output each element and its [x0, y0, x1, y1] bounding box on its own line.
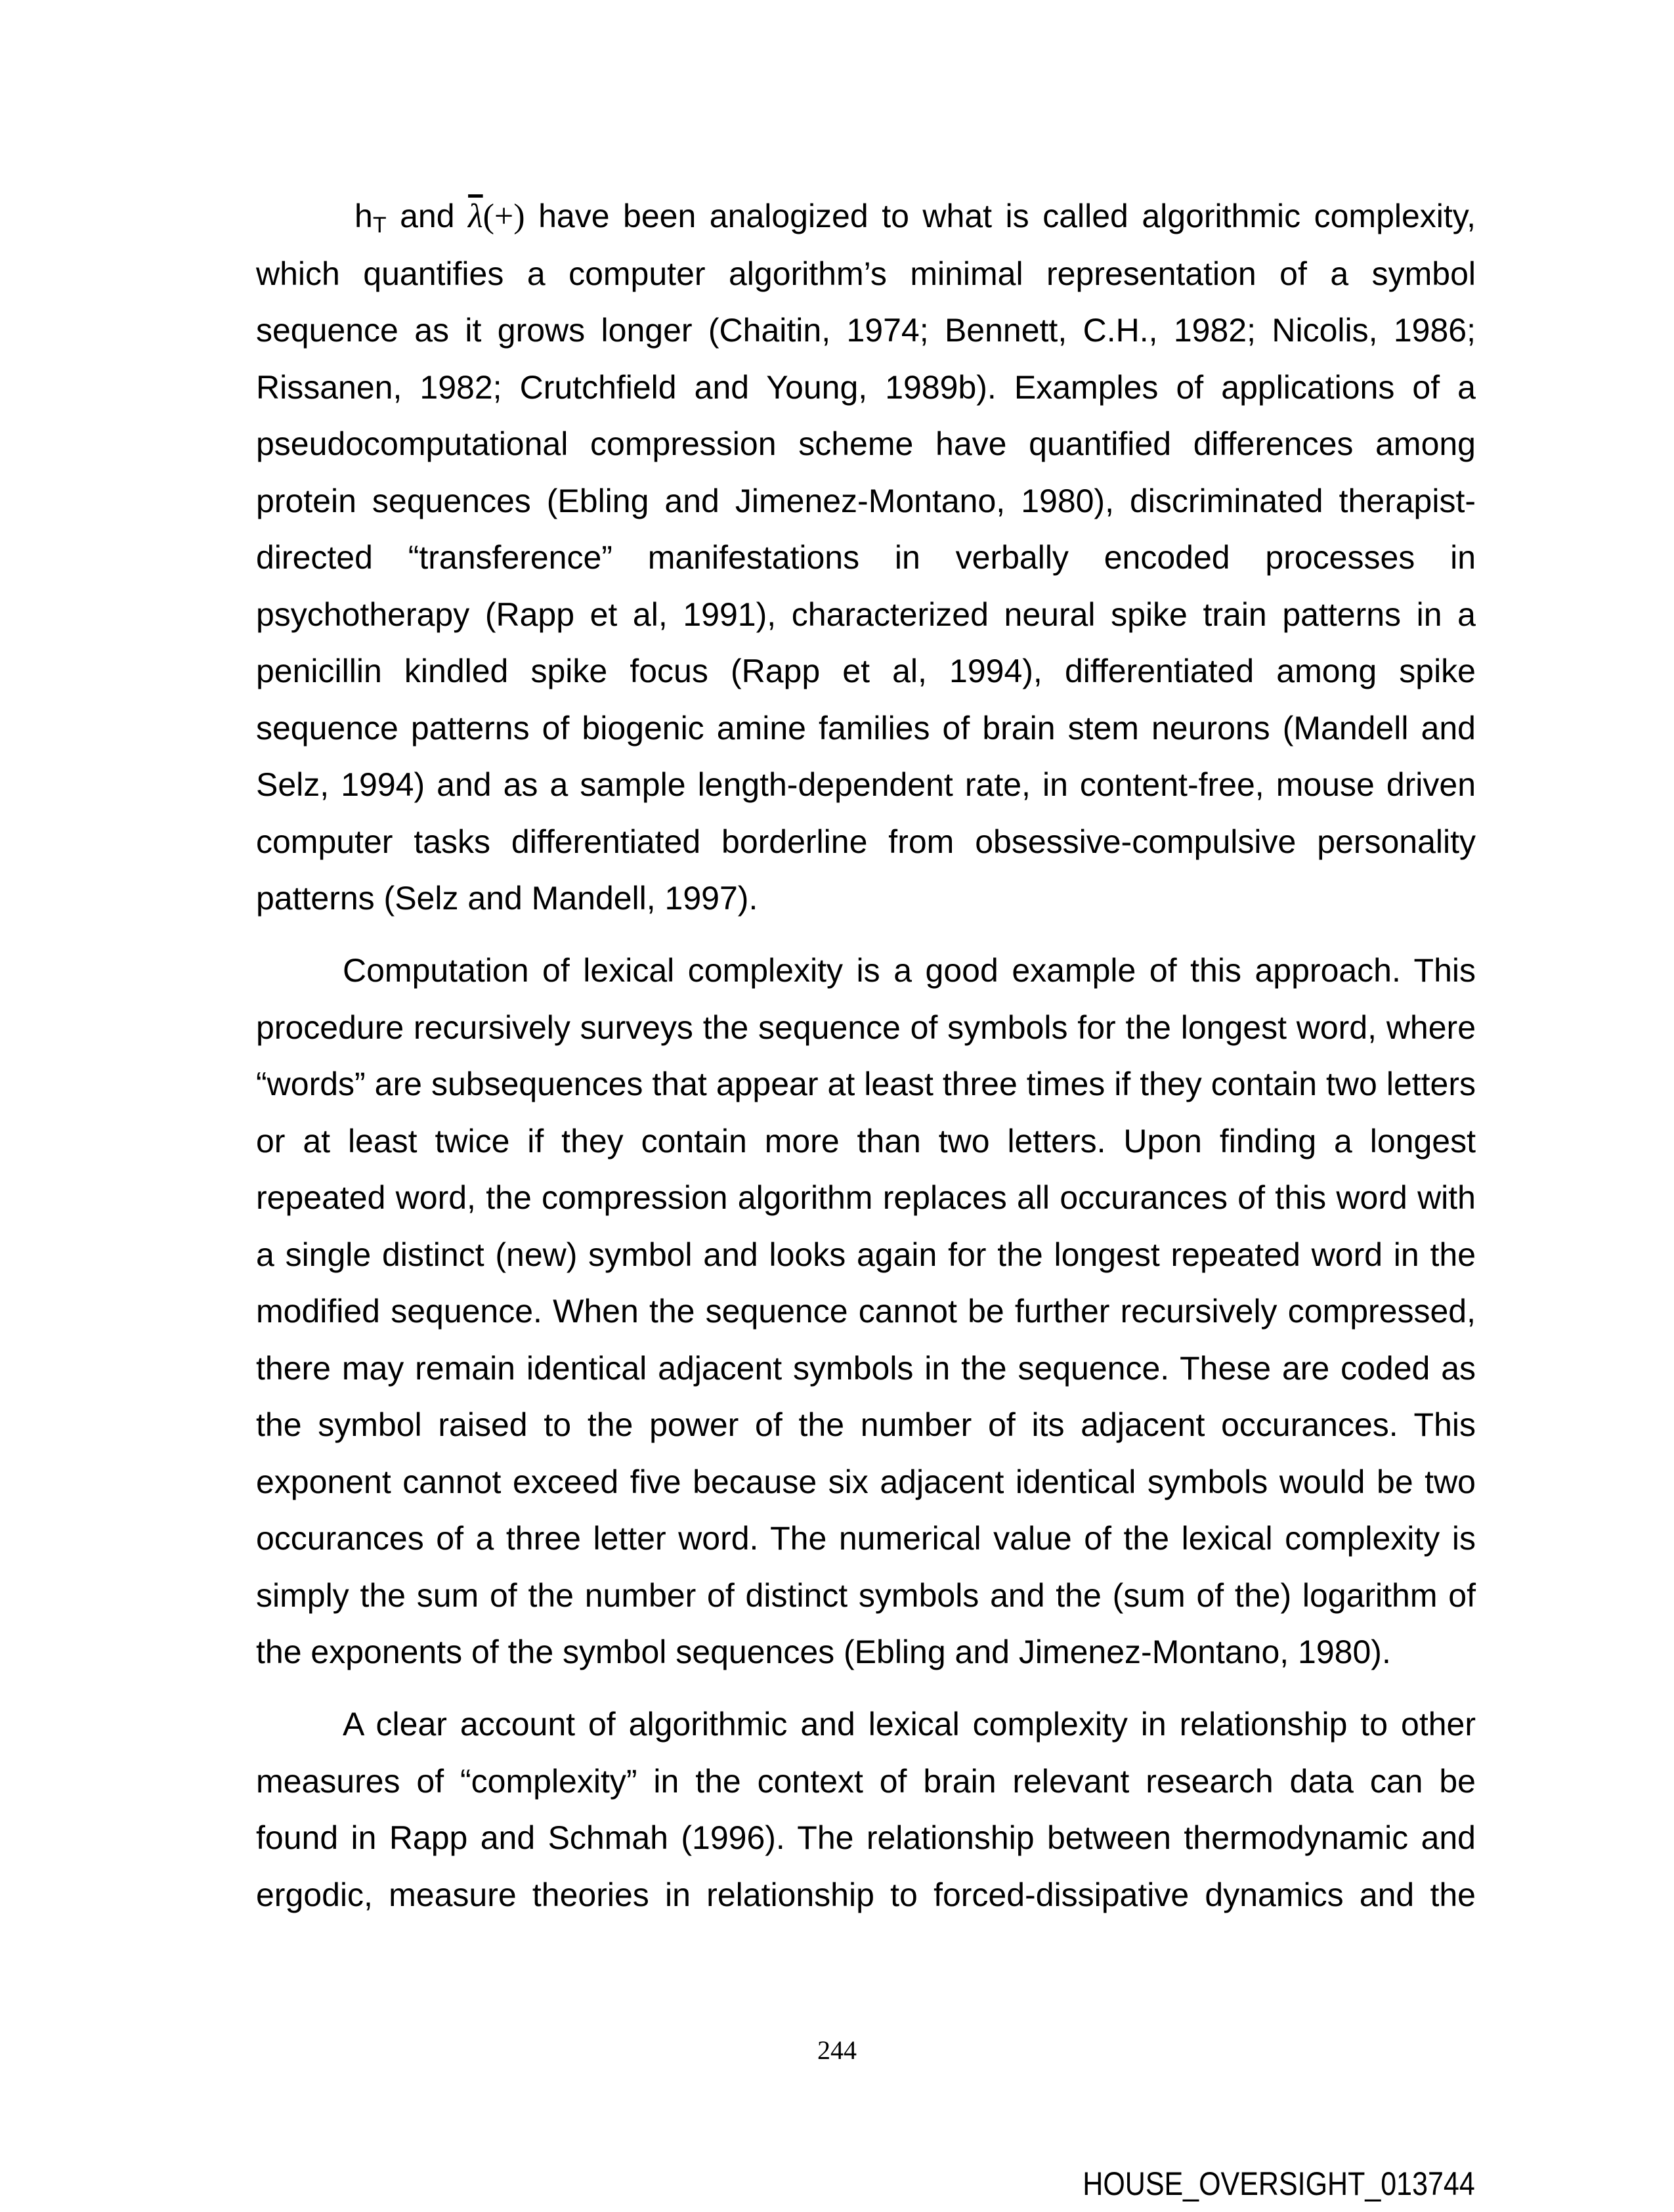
paragraph-line: Computation of lexical complexity is a good example of this approach. This: [343, 952, 1476, 989]
paragraph-line: there may remain identical adjacent symbols in the sequence. These are coded as: [256, 1349, 1476, 1387]
page-number: 244: [817, 2035, 857, 2065]
lambda-argument: (+): [483, 198, 525, 235]
paragraph-line: the exponents of the symbol sequences (Ebling and Jimenez-Montano, 1980).: [256, 1634, 1391, 1670]
paragraph-line: sequence patterns of biogenic amine families of brain stem neurons (Mandell and: [256, 709, 1476, 747]
paragraph-line: occurances of a three letter word. The numerical value of the lexical complexity is: [256, 1520, 1476, 1557]
paragraph-line: ergodic, measure theories in relationship to forced-dissipative dynamics and the: [256, 1876, 1476, 1913]
paragraph-line: Rissanen, 1982; Crutchfield and Young, 1989b). Examples of applications of a: [256, 368, 1476, 406]
paragraph-line: penicillin kindled spike focus (Rapp et al, 1994), differentiated among spike: [256, 653, 1476, 689]
paragraph-line: computer tasks differentiated borderline from obsessive-compulsive personality: [256, 823, 1476, 860]
paragraph-line: a single distinct (new) symbol and looks again for the longest repeated word in the: [256, 1236, 1476, 1273]
paragraph-line: modified sequence. When the sequence cannot be further recursively compressed,: [256, 1293, 1476, 1330]
paragraph-line: Selz, 1994) and as a sample length-dependent rate, in content-free, mouse driven: [256, 766, 1476, 803]
body-text: [256, 188, 1476, 1939]
paragraph-line: protein sequences (Ebling and Jimenez-Montano, 1980), discriminated therapist-: [256, 482, 1476, 519]
paragraph-line: sequence as it grows longer (Chaitin, 1974; Bennett, C.H., 1982; Nicolis, 1986;: [256, 312, 1476, 349]
h-t-symbol: $h_T$: [354, 198, 387, 238]
paragraph-line: found in Rapp and Schmah (1996). The relationship between thermodynamic and: [256, 1819, 1476, 1856]
paragraph-line: patterns (Selz and Mandell, 1997).: [256, 880, 758, 917]
paragraph-line: procedure recursively surveys the sequence of symbols for the longest word, where: [256, 1008, 1476, 1046]
paragraph-line: A clear account of algorithmic and lexical complexity in relationship to other: [343, 1706, 1476, 1743]
paragraph-line: measures of “complexity” in the context of brain relevant research data can be: [256, 1762, 1476, 1800]
paragraph-line: “words” are subsequences that appear at least three times if they contain two letters: [256, 1066, 1476, 1102]
paragraph-line: or at least twice if they contain more than two letters. Upon finding a longest: [256, 1122, 1476, 1160]
paragraph-line: directed “transference” manifestations in verbally encoded processes in: [256, 539, 1476, 576]
paragraph-2: [256, 942, 1476, 1681]
paragraph-3: [256, 1696, 1476, 1923]
paragraph-1: [256, 188, 1476, 927]
lambda-bar-symbol: $\overline{\lambda}$: [468, 198, 483, 235]
bates-stamp: HOUSE_OVERSIGHT_013744: [1083, 2165, 1475, 2202]
paragraph-line: $h_T$ and $\overline{\lambda}(+)$ have been analogized to what is called algorithmic complexity,: [354, 198, 1476, 238]
paragraph-line: exponent cannot exceed five because six adjacent identical symbols would be two: [256, 1463, 1476, 1500]
paragraph-line: the symbol raised to the power of the number of its adjacent occurances. This: [256, 1406, 1476, 1443]
paragraph-line: simply the sum of the number of distinct symbols and the (sum of the) logarithm of: [256, 1576, 1476, 1614]
paragraph-line: psychotherapy (Rapp et al, 1991), characterized neural spike train patterns in a: [256, 596, 1476, 633]
paragraph-line: repeated word, the compression algorithm replaces all occurances of this word with: [256, 1179, 1476, 1216]
paragraph-line: pseudocomputational compression scheme have quantified differences among: [256, 425, 1476, 462]
paragraph-line: which quantifies a computer algorithm’s minimal representation of a symbol: [256, 255, 1476, 292]
